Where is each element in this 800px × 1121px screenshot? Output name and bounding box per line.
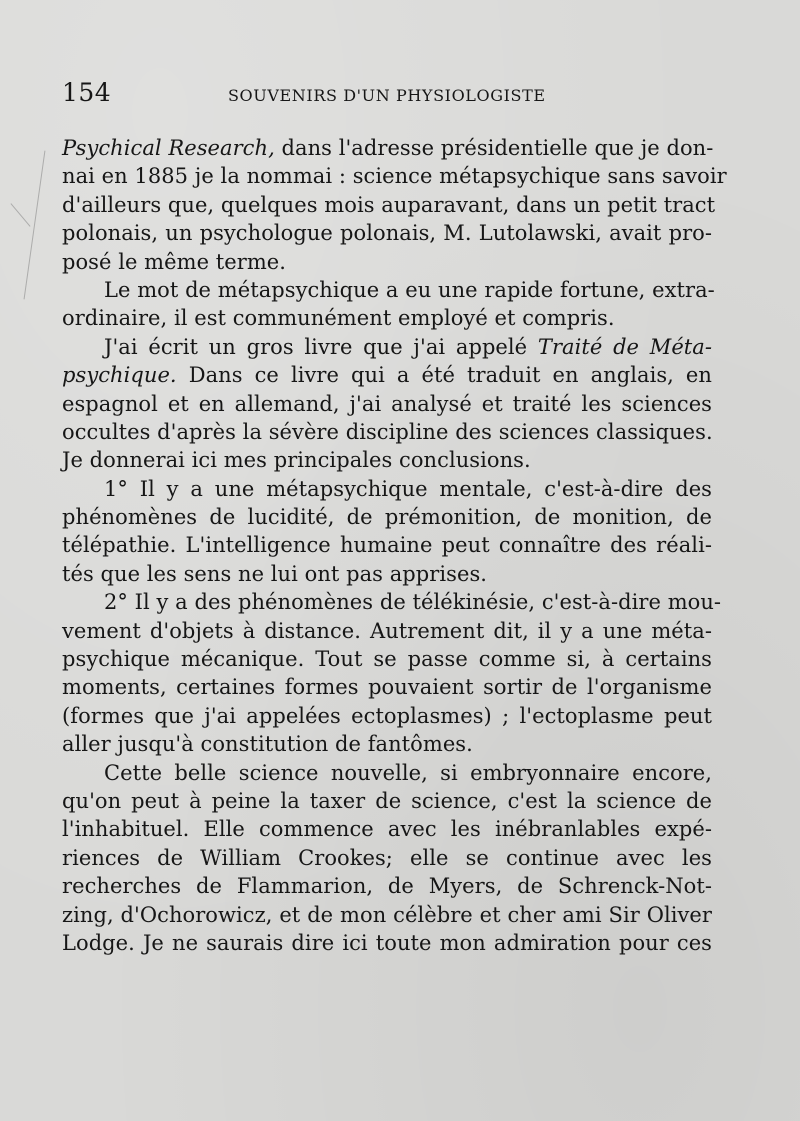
text-line: Lodge. Je ne saurais dire ici toute mon admiration pour ces xyxy=(62,930,712,955)
paragraph-start: Cette belle science nouvelle, si embryonnaire encore, xyxy=(104,760,712,785)
text-line: tés que les sens ne lui ont pas apprises. xyxy=(62,561,487,586)
text-span: Dans ce livre qui a été traduit en anglais, en xyxy=(176,363,712,388)
italic-title: Psychical Research, xyxy=(62,136,275,160)
text-span: J'ai écrit un gros livre que j'ai appelé xyxy=(104,334,538,359)
text-line: vement d'objets à distance. Autrement dit, il y a une méta- xyxy=(62,618,712,643)
text-line: l'inhabituel. Elle commence avec les inébranlables expé- xyxy=(62,817,712,842)
running-head xyxy=(62,78,712,114)
text-line: télépathie. L'intelligence humaine peut connaître des réali- xyxy=(62,533,712,558)
text-line: Je donnerai ici mes principales conclusions. xyxy=(62,448,531,473)
text-line: recherches de Flammarion, de Myers, de Schrenck-Not- xyxy=(62,874,712,899)
italic-title: Traité de Méta- xyxy=(537,334,712,359)
text-line: d'ailleurs que, quelques mois auparavant, dans un petit tract xyxy=(62,192,716,217)
paragraph-start: 1° Il y a une métapsychique mentale, c'est-à-dire des xyxy=(104,476,712,501)
text-line: zing, d'Ochorowicz, et de mon célèbre et cher ami Sir Oliver xyxy=(62,902,712,927)
italic-title: psychique. xyxy=(62,363,177,388)
text-line: polonais, un psychologue polonais, M. Lutolawski, avait pro- xyxy=(62,221,712,246)
text-line: ordinaire, il est communément employé et compris. xyxy=(62,306,615,331)
text-line: nai en 1885 je la nommai : science métapsychique sans savoir xyxy=(62,164,727,189)
text-line: posé le même terme. xyxy=(62,249,287,274)
text-line: espagnol et en allemand, j'ai analysé et traité les sciences xyxy=(62,391,712,416)
text-line: occultes d'après la sévère discipline des sciences classiques. xyxy=(62,419,713,444)
text-line: riences de William Crookes; elle se continue avec les xyxy=(62,845,712,870)
text-line xyxy=(62,134,712,162)
body-text xyxy=(62,134,727,957)
text-line xyxy=(62,361,712,389)
page-number: 154 xyxy=(62,78,112,107)
margin-pencil-mark xyxy=(24,151,46,300)
text-line: moments, certaines formes pouvaient sortir de l'organisme xyxy=(62,675,712,700)
paragraph-start: Le mot de métapsychique a eu une rapide fortune, extra- xyxy=(104,277,715,302)
paragraph-start xyxy=(62,333,712,361)
text-line: phénomènes de lucidité, de prémonition, de monition, de xyxy=(62,505,712,530)
text-line: (formes que j'ai appelées ectoplasmes) ; l'ectoplasme peut xyxy=(62,703,712,728)
text-line: psychique mécanique. Tout se passe comme si, à certains xyxy=(62,647,712,672)
text-line: qu'on peut à peine la taxer de science, c'est la science de xyxy=(62,788,712,813)
running-title: SOUVENIRS D'UN PHYSIOLOGISTE xyxy=(228,86,546,105)
text-span: dans l'adresse présidentielle que je don- xyxy=(274,136,714,160)
paragraph-start: 2° Il y a des phénomènes de télékinésie, c'est-à-dire mou- xyxy=(104,590,722,615)
text-line: aller jusqu'à constitution de fantômes. xyxy=(62,732,473,757)
margin-pencil-mark xyxy=(10,203,30,227)
